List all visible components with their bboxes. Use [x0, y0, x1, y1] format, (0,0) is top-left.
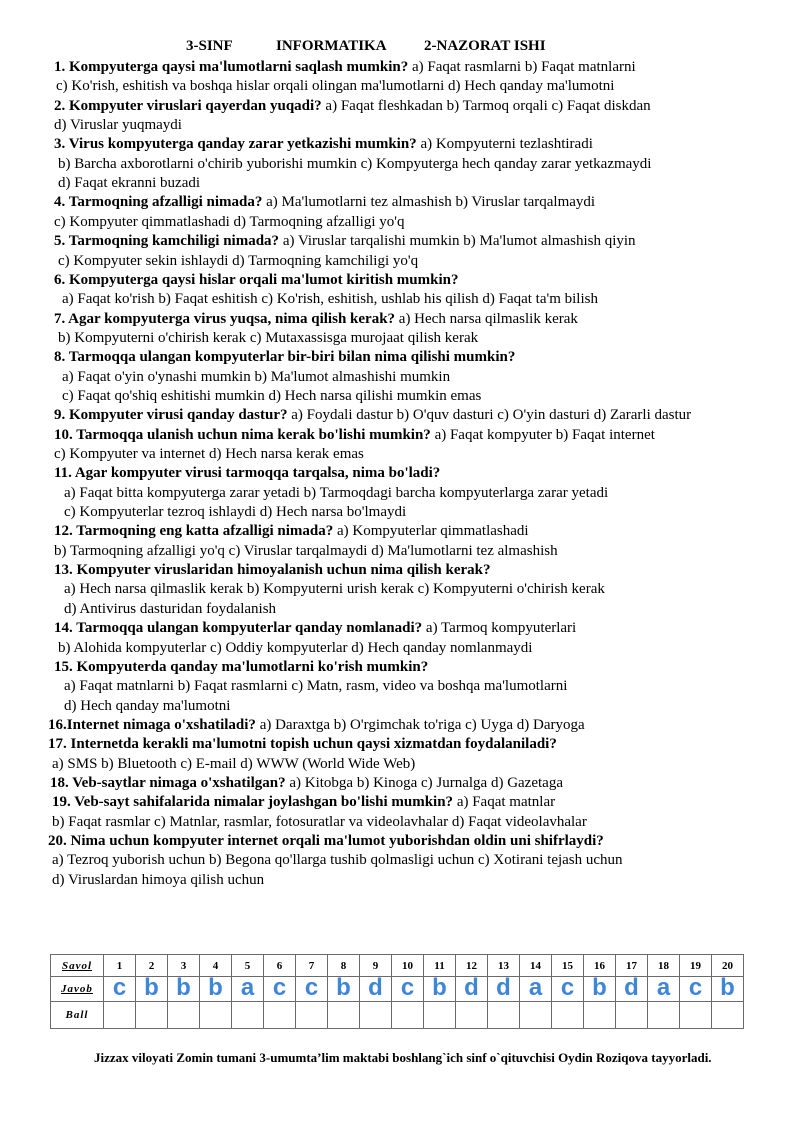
option-text: b) Tarmoqning afzalligi yo'q c) Viruslar tarqalmaydi d) Ma'lumotlarni tez almashish [54, 543, 558, 559]
answer-cell [232, 974, 264, 1002]
answer-cell [712, 974, 744, 1002]
score-cell[interactable] [264, 1002, 296, 1029]
option-text: a) Tarmoq kompyuterlari [422, 620, 577, 636]
answer-cell [552, 974, 584, 1002]
question-line [48, 832, 604, 851]
question-line [48, 716, 585, 735]
option-text: c) Kompyuter sekin ishlaydi d) Tarmoqning kamchiligi yo'q [58, 253, 419, 269]
answer-letter: a [656, 974, 671, 1001]
answer-letter: b [144, 974, 159, 1001]
question-line [54, 368, 450, 387]
question-text: 9. Kompyuter virusi qanday dastur? [54, 407, 288, 423]
answer-letter: d [368, 974, 383, 1001]
score-cell[interactable] [456, 1002, 488, 1029]
option-text: a) Kompyuterni tezlashtiradi [416, 136, 593, 152]
score-cell[interactable] [296, 1002, 328, 1029]
answer-cell [200, 974, 232, 1002]
answer-cell [456, 974, 488, 1002]
answer-cell [360, 974, 392, 1002]
option-text: a) Faqat matnlarni b) Faqat rasmlarni c) Matn, rasm, video va boshqa ma'lumotlarni [64, 678, 568, 694]
answer-letter: d [496, 974, 511, 1001]
question-text: 1. Kompyuterga qaysi ma'lumotlarni saqlash mumkin? [54, 59, 409, 75]
option-text: d) Faqat ekranni buzadi [58, 175, 201, 191]
score-row [51, 1002, 744, 1029]
answer-cell [168, 974, 200, 1002]
question-line [54, 174, 200, 193]
question-line [54, 639, 532, 658]
option-text: c) Kompyuter qimmatlashadi d) Tarmoqning afzalligi yo'q [54, 214, 405, 230]
option-text: a) Faqat fleshkadan b) Tarmoq orqali c) Faqat diskdan [321, 98, 651, 114]
question-text: 15. Kompyuterda qanday ma'lumotlarni ko'rish mumkin? [54, 659, 429, 675]
option-text: a) Kompyuterlar qimmatlashadi [333, 523, 529, 539]
answer-cell [680, 974, 712, 1002]
question-line [54, 600, 276, 619]
answer-letter: b [592, 974, 607, 1001]
answer-row [51, 977, 744, 1002]
option-text: a) Faqat bitta kompyuterga zarar yetadi b) Tarmoqdagi barcha kompyuterlarga zarar yetadi [64, 485, 609, 501]
answer-letter: c [688, 974, 703, 1001]
answer-letter: a [240, 974, 255, 1001]
option-text: c) Kompyuter va internet d) Hech narsa kerak emas [54, 446, 364, 462]
option-text: d) Antivirus dasturidan foydalanish [64, 601, 277, 617]
answer-letter: c [560, 974, 575, 1001]
answer-letter: d [464, 974, 479, 1001]
option-text: a) Kitobga b) Kinoga c) Jurnalga d) Gazetaga [285, 775, 563, 791]
test-label: 2-NAZORAT ISHI [424, 38, 546, 54]
option-text: a) Faqat matnlar [453, 794, 556, 810]
question-number-cell: 10 [392, 955, 424, 977]
score-cell[interactable] [584, 1002, 616, 1029]
option-text: a) Hech narsa qilmaslik kerak b) Kompyuterni urish kerak c) Kompyuterni o'chirish kerak [64, 581, 605, 597]
score-cell[interactable] [552, 1002, 584, 1029]
answer-letter: c [400, 974, 415, 1001]
question-number-cell: 16 [584, 955, 616, 977]
question-line [54, 406, 691, 425]
question-number-cell: 11 [424, 955, 456, 977]
score-cell[interactable] [520, 1002, 552, 1029]
question-line [54, 580, 605, 599]
score-cell[interactable] [488, 1002, 520, 1029]
option-text: d) Hech qanday ma'lumotni [64, 698, 231, 714]
subject-label: INFORMATIKA [276, 38, 387, 54]
option-text: a) Viruslar tarqalishi mumkin b) Ma'lumot almashish qiyin [279, 233, 636, 249]
option-text: b) Barcha axborotlarni o'chirib yuborishi mumkin c) Kompyuterga hech qanday zarar yetkazmaydi [58, 156, 652, 172]
question-number-cell: 7 [296, 955, 328, 977]
option-text: a) Faqat ko'rish b) Faqat eshitish c) Ko'rish, eshitish, ushlab his qilish d) Faqat ta'm bilish [62, 291, 598, 307]
row-label-javob: Javob [51, 977, 104, 1002]
answer-cell [648, 974, 680, 1002]
answer-letter: b [208, 974, 223, 1001]
question-number-cell: 1 [104, 955, 136, 977]
option-text: a) Tezroq yuborish uchun b) Begona qo'llarga tushib qolmasligi uchun c) Xotirani tejash uchun [52, 852, 623, 868]
question-number-cell: 6 [264, 955, 296, 977]
question-text: 14. Tarmoqqa ulangan kompyuterlar qanday nomlanadi? [54, 620, 423, 636]
option-text: a) Foydali dastur b) O'quv dasturi c) O'yin dasturi d) Zararli dastur [287, 407, 692, 423]
question-number-cell: 4 [200, 955, 232, 977]
question-text: 18. Veb-saytlar nimaga o'xshatilgan? [50, 775, 286, 791]
score-cell[interactable] [232, 1002, 264, 1029]
question-line [54, 619, 576, 638]
question-number-cell: 5 [232, 955, 264, 977]
question-number-cell: 14 [520, 955, 552, 977]
question-line [54, 542, 558, 561]
question-number-cell: 9 [360, 955, 392, 977]
option-text: a) SMS b) Bluetooth c) E-mail d) WWW (World Wide Web) [52, 756, 416, 772]
question-line [54, 135, 593, 154]
answer-table [50, 954, 744, 1029]
answer-letter: b [176, 974, 191, 1001]
answer-letter: d [624, 974, 639, 1001]
question-line [54, 155, 651, 174]
question-line [54, 522, 529, 541]
score-cell[interactable] [424, 1002, 456, 1029]
question-text: 13. Kompyuter viruslaridan himoyalanish uchun nima qilish kerak? [54, 562, 491, 578]
answer-cell [520, 974, 552, 1002]
question-line [54, 658, 428, 677]
option-text: d) Viruslar yuqmaydi [54, 117, 182, 133]
question-text: 3. Virus kompyuterga qanday zarar yetkazishi mumkin? [54, 136, 417, 152]
option-text: c) Kompyuterlar tezroq ishlaydi d) Hech narsa bo'lmaydi [64, 504, 407, 520]
question-text: 7. Agar kompyuterga virus yuqsa, nima qilish kerak? [54, 311, 396, 327]
option-text: b) Kompyuterni o'chirish kerak c) Mutaxassisga murojaat qilish kerak [58, 330, 479, 346]
question-number-cell: 17 [616, 955, 648, 977]
grade-label: 3-SINF [186, 38, 233, 54]
option-text: a) Faqat o'yin o'ynashi mumkin b) Ma'lumot almashishi mumkin [62, 369, 451, 385]
answer-cell [488, 974, 520, 1002]
question-number-cell: 20 [712, 955, 744, 977]
score-cell[interactable] [360, 1002, 392, 1029]
option-text: a) Daraxtga b) O'rgimchak to'riga c) Uyga d) Daryoga [255, 717, 585, 733]
question-line [54, 213, 404, 232]
option-text: a) Faqat kompyuter b) Faqat internet [430, 427, 655, 443]
question-line [54, 445, 364, 464]
question-number-cell: 3 [168, 955, 200, 977]
question-text: 10. Tarmoqqa ulanish uchun nima kerak bo'lishi mumkin? [54, 427, 431, 443]
answer-letter: a [528, 974, 543, 1001]
question-number-cell: 13 [488, 955, 520, 977]
question-text: 2. Kompyuter viruslari qayerdan yuqadi? [54, 98, 322, 114]
row-label-savol: Savol [51, 955, 104, 977]
question-text: 4. Tarmoqning afzalligi nimada? [54, 194, 263, 210]
question-line [54, 58, 636, 77]
question-line [54, 426, 655, 445]
answer-letter: b [336, 974, 351, 1001]
question-line [52, 813, 587, 832]
question-text: 5. Tarmoqning kamchiligi nimada? [54, 233, 280, 249]
question-line [54, 503, 406, 522]
question-line [48, 851, 623, 870]
answer-cell [392, 974, 424, 1002]
option-text: c) Ko'rish, eshitish va boshqa hislar orqali olingan ma'lumotlarni d) Hech qanday ma'lumotni [56, 78, 615, 94]
answer-letter: b [720, 974, 735, 1001]
answer-letter: c [304, 974, 319, 1001]
question-text: 12. Tarmoqning eng katta afzalligi nimada? [54, 523, 334, 539]
question-line [54, 464, 440, 483]
question-line [54, 97, 651, 116]
option-text: c) Faqat qo'shiq eshitishi mumkin d) Hech narsa qilishi mumkin emas [62, 388, 482, 404]
question-line [54, 677, 567, 696]
option-text: d) Viruslardan himoya qilish uchun [52, 872, 265, 888]
option-text: b) Faqat rasmlar c) Matnlar, rasmlar, fotosuratlar va videolavhalar d) Faqat videolavhalar [52, 814, 587, 830]
question-line [54, 697, 230, 716]
question-line [54, 271, 459, 290]
score-cell[interactable] [104, 1002, 136, 1029]
footer-note [48, 1049, 758, 1067]
answer-letter: c [112, 974, 127, 1001]
question-line [54, 116, 182, 135]
question-text: 17. Internetda kerakli ma'lumotni topish uchun qaysi xizmatdan foydalaniladi? [48, 736, 557, 752]
question-number-cell: 18 [648, 955, 680, 977]
answer-cell [136, 974, 168, 1002]
question-line [54, 329, 478, 348]
question-line [54, 310, 578, 329]
answer-cell [328, 974, 360, 1002]
answer-cell [616, 974, 648, 1002]
question-number-cell: 2 [136, 955, 168, 977]
question-line [54, 387, 481, 406]
question-text: 8. Tarmoqqa ulangan kompyuterlar bir-biri bilan nima qilishi mumkin? [54, 349, 516, 365]
question-text: 11. Agar kompyuter virusi tarmoqqa tarqalsa, nima bo'ladi? [54, 465, 441, 481]
question-line [54, 232, 636, 251]
question-line [54, 193, 595, 212]
question-line [48, 871, 264, 890]
score-cell[interactable] [648, 1002, 680, 1029]
score-cell[interactable] [200, 1002, 232, 1029]
question-line [54, 561, 491, 580]
question-number-cell: 12 [456, 955, 488, 977]
question-line [48, 755, 415, 774]
score-cell[interactable] [680, 1002, 712, 1029]
option-text: b) Alohida kompyuterlar c) Oddiy kompyuterlar d) Hech qanday nomlanmaydi [58, 640, 533, 656]
answer-cell [104, 974, 136, 1002]
answer-cell [264, 974, 296, 1002]
question-line [54, 252, 418, 271]
question-line [54, 290, 598, 309]
option-text: a) Faqat rasmlarni b) Faqat matnlarni [408, 59, 636, 75]
question-line [54, 77, 614, 96]
question-line [48, 735, 557, 754]
question-line [54, 348, 515, 367]
answer-letter: c [272, 974, 287, 1001]
question-text: 16.Internet nimaga o'xshatiladi? [48, 717, 256, 733]
score-cell[interactable] [616, 1002, 648, 1029]
score-cell[interactable] [168, 1002, 200, 1029]
answer-cell [584, 974, 616, 1002]
question-line [52, 793, 555, 812]
option-text: a) Ma'lumotlarni tez almashish b) Viruslar tarqalmaydi [262, 194, 596, 210]
question-number-cell: 8 [328, 955, 360, 977]
question-text: 20. Nima uchun kompyuter internet orqali ma'lumot yuborishdan oldin uni shifrlaydi? [48, 833, 604, 849]
score-cell[interactable] [136, 1002, 168, 1029]
score-cell[interactable] [712, 1002, 744, 1029]
question-number-cell: 19 [680, 955, 712, 977]
question-text: 19. Veb-sayt sahifalarida nimalar joylashgan bo'lishi mumkin? [52, 794, 454, 810]
answer-cell [296, 974, 328, 1002]
row-label-ball: Ball [51, 1002, 104, 1029]
question-number-cell: 15 [552, 955, 584, 977]
footer-text: Jizzax viloyati Zomin tumani 3-umumta’lim maktabi boshlang`ich sinf o`qituvchisi Oydin Roziqova tayyorladi. [94, 1050, 712, 1065]
answer-cell [424, 974, 456, 1002]
question-text: 6. Kompyuterga qaysi hislar orqali ma'lumot kiritish mumkin? [54, 272, 459, 288]
question-line [54, 484, 608, 503]
option-text: a) Hech narsa qilmaslik kerak [395, 311, 578, 327]
question-line [50, 774, 563, 793]
answer-letter: b [432, 974, 447, 1001]
score-cell[interactable] [392, 1002, 424, 1029]
score-cell[interactable] [328, 1002, 360, 1029]
